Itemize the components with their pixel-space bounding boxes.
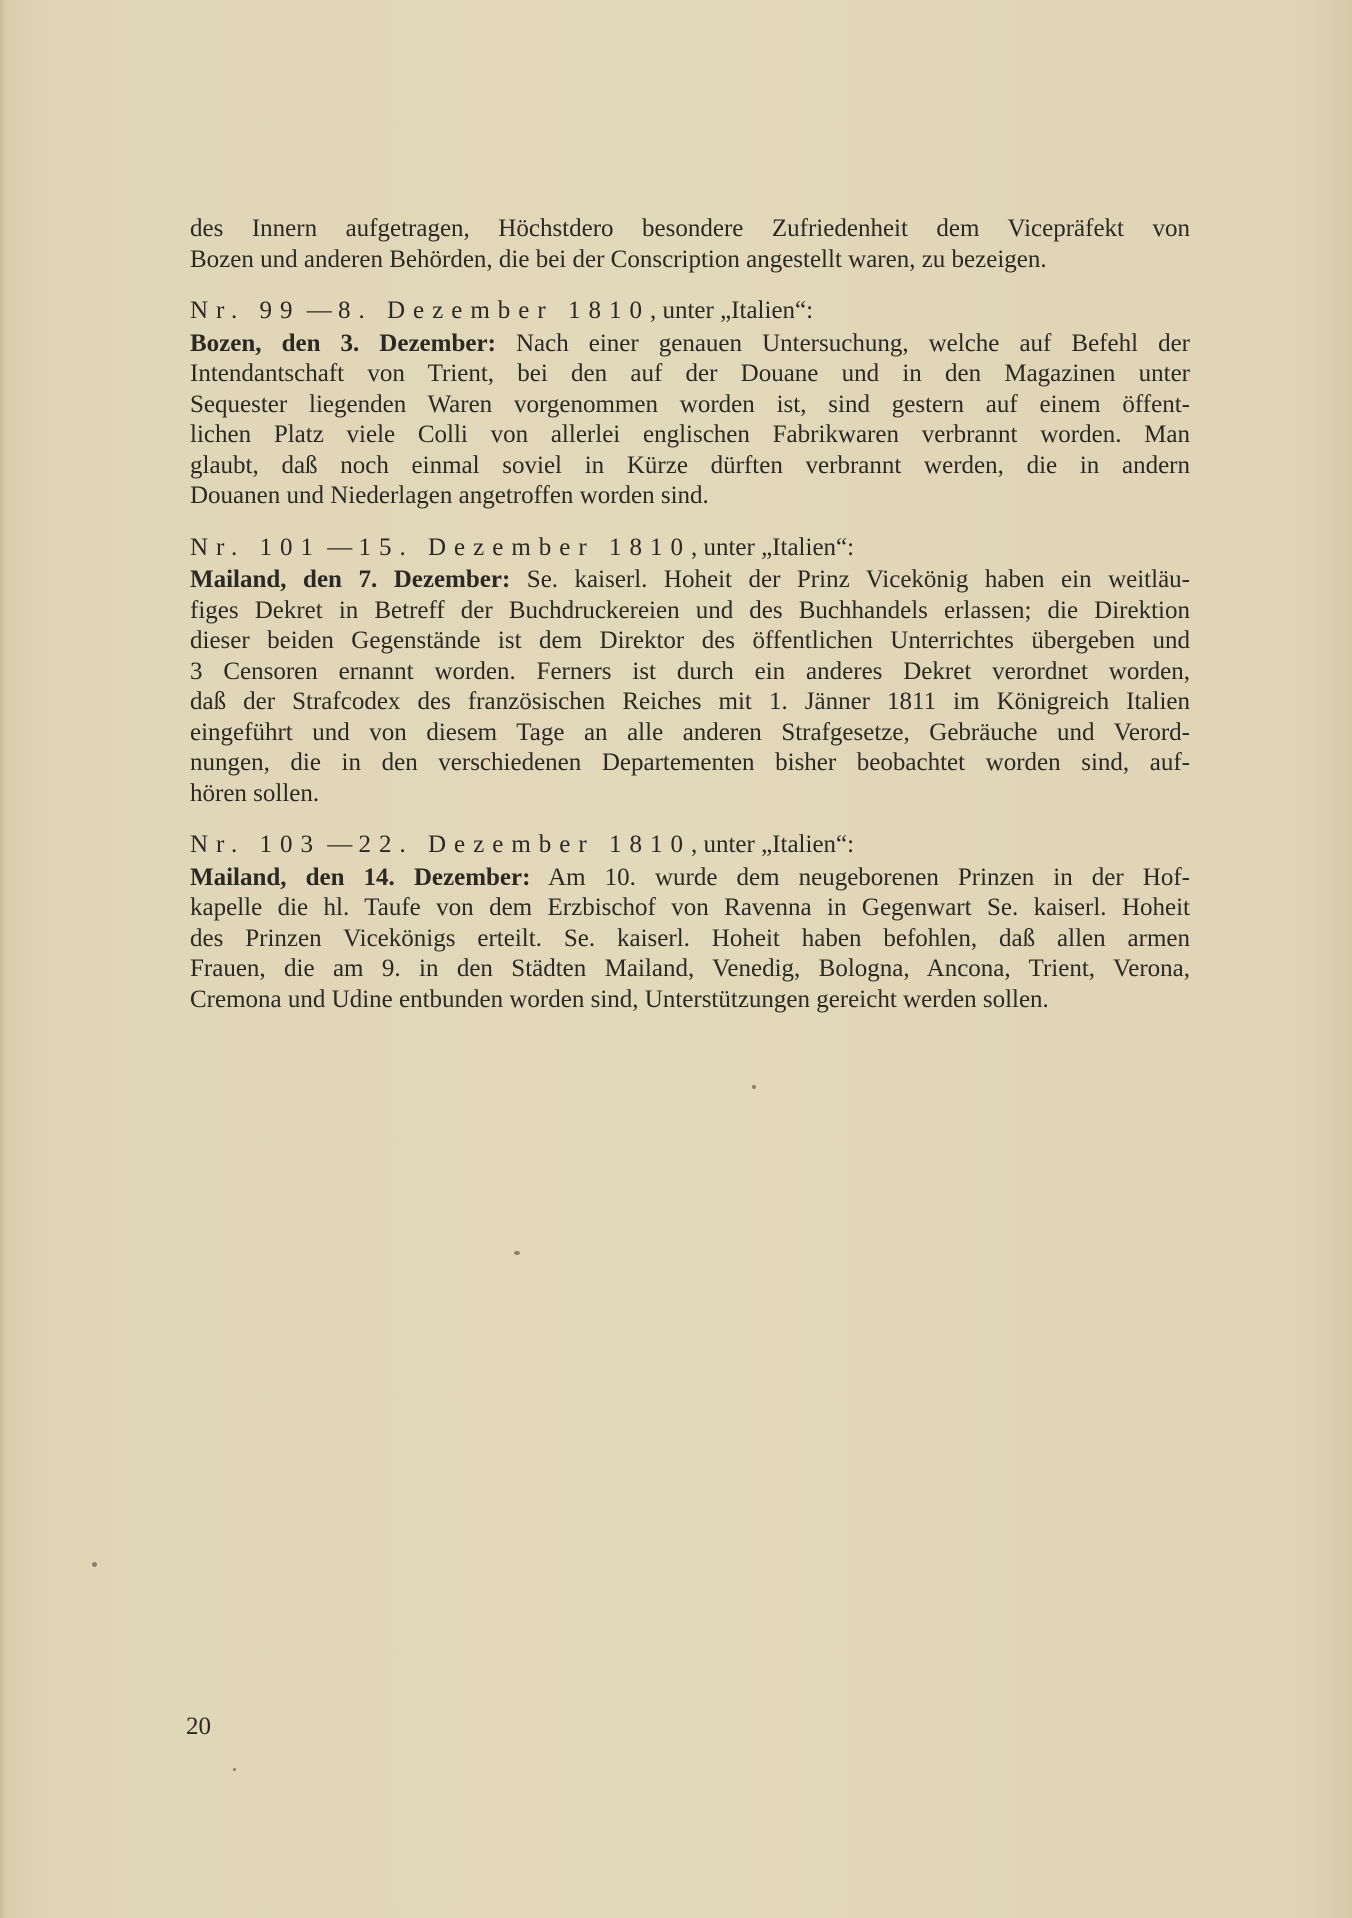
entry-source: , unter „Italien“:: [690, 831, 855, 858]
entry-source: , unter „Italien“:: [649, 297, 814, 324]
entry-line: des Prinzen Vicekönigs erteilt. Se. kaiserl. Hoheit haben befohlen, daß allen armen: [190, 924, 1190, 952]
entry-heading: [190, 830, 1190, 861]
entry-number: Nr. 99: [190, 297, 301, 324]
entry-number: Nr. 101: [190, 533, 321, 561]
entry-line: glaubt, daß noch einmal soviel in Kürze dürften verbrannt werden, die in andern: [190, 451, 1190, 479]
entry-line-text: Se. kaiserl. Hoheit der Prinz Vicekönig haben ein weitläu-: [510, 566, 1190, 593]
page-edge-shadow: [0, 0, 6, 1918]
intro-line: Bozen und anderen Behörden, die bei der Conscription angestellt waren, zu bezeigen.: [190, 245, 1047, 273]
entry-date: 8. Dezember 1810: [338, 297, 650, 324]
entry-heading: [190, 533, 1190, 564]
paper-speck: [514, 1251, 520, 1255]
heading-dash: —: [300, 297, 338, 324]
place-date: Mailand, den 7. Dezember:: [190, 566, 511, 593]
paper-speck: [233, 1768, 236, 1771]
entry-line: Intendantschaft von Trient, bei den auf der Douane und in den Magazinen unter: [190, 360, 1190, 387]
body-text: [190, 214, 1190, 1015]
entry-source: , unter „Italien“:: [690, 533, 855, 561]
entry-heading: [190, 296, 1190, 327]
entry-line: [190, 329, 1190, 360]
entry-line: figes Dekret in Betreff der Buchdruckereien und des Buchhandels erlassen; die Direktion: [190, 596, 1190, 624]
intro-line: des Innern aufgetragen, Höchstdero besondere Zufriedenheit dem Vicepräfekt von: [190, 215, 1190, 242]
heading-dash: —: [321, 533, 359, 561]
entry-line: Sequester liegenden Waren vorgenommen worden ist, sind gestern auf einem öffent-: [190, 390, 1190, 418]
entry-line: Douanen und Niederlagen angetroffen worden sind.: [190, 482, 709, 509]
entry-line: daß der Strafcodex des französischen Reiches mit 1. Jänner 1811 im Königreich Italien: [190, 688, 1190, 715]
entry-line-text: Nach einer genauen Untersuchung, welche auf Befehl der: [495, 329, 1191, 357]
entry-line: [190, 863, 1190, 894]
entry-line: dieser beiden Gegenstände ist dem Direktor des öffentlichen Unterrichtes übergeben und: [190, 627, 1190, 654]
entry-line: [190, 565, 1190, 596]
entry-nr-101: [190, 533, 1190, 810]
entry-date: 22. Dezember 1810: [358, 831, 691, 858]
paper-speck: [752, 1085, 756, 1089]
entry-nr-103: [190, 830, 1190, 1015]
entry-line-text: Am 10. wurde dem neugeborenen Prinzen in der Hof-: [530, 863, 1190, 891]
entry-line: 3 Censoren ernannt worden. Ferners ist durch ein anderes Dekret verordnet worden,: [190, 657, 1190, 685]
entry-date: 15. Dezember 1810: [358, 533, 691, 561]
entry-number: Nr. 103: [190, 831, 321, 858]
entry-line: Frauen, die am 9. in den Städten Mailand, Venedig, Bologna, Ancona, Trient, Verona,: [190, 955, 1190, 982]
page-number: 20: [186, 1713, 211, 1740]
paper-speck: [92, 1562, 97, 1567]
intro-paragraph: [190, 214, 1190, 275]
place-date: Bozen, den 3. Dezember:: [190, 329, 496, 357]
entry-line: nungen, die in den verschiedenen Departementen bisher beobachtet worden sind, auf-: [190, 749, 1190, 776]
entry-line: eingeführt und von diesem Tage an alle anderen Strafgesetze, Gebräuche und Verord-: [190, 718, 1190, 746]
heading-dash: —: [321, 831, 359, 858]
place-date: Mailand, den 14. Dezember:: [190, 863, 531, 891]
entry-line: hören sollen.: [190, 779, 320, 807]
entry-nr-99: [190, 296, 1190, 512]
entry-line: Cremona und Udine entbunden worden sind, Unterstützungen gereicht werden sollen.: [190, 985, 1049, 1013]
entry-line: lichen Platz viele Colli von allerlei englischen Fabrikwaren verbrannt worden. Man: [190, 421, 1190, 448]
entry-line: kapelle die hl. Taufe von dem Erzbischof von Ravenna in Gegenwart Se. kaiserl. Hoheit: [190, 894, 1190, 921]
